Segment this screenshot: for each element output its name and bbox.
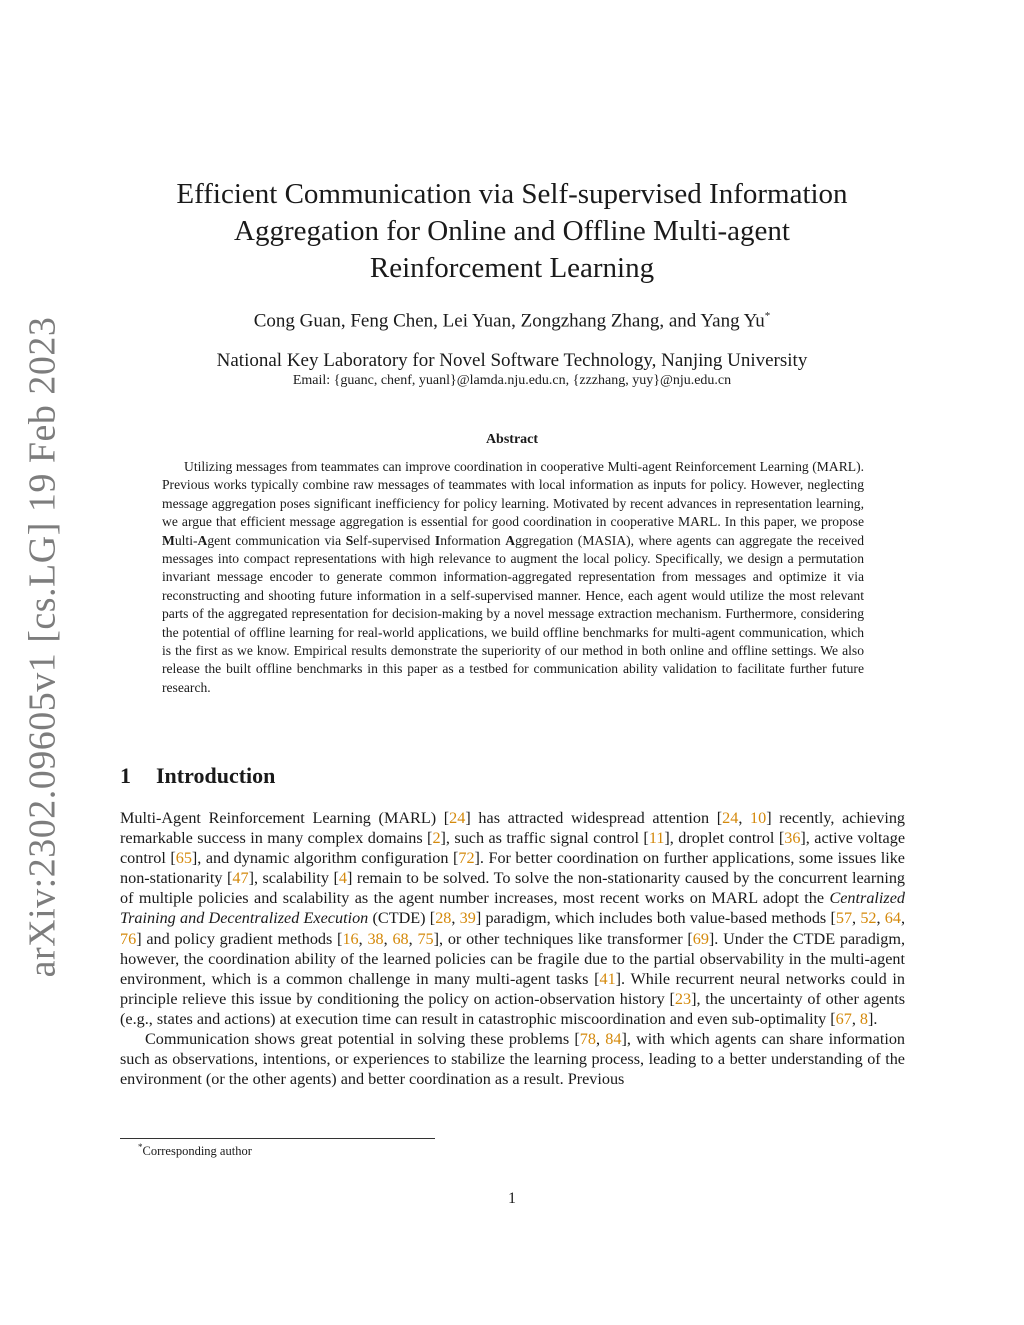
footnote — [138, 1142, 252, 1159]
abstract-heading: Abstract — [485, 432, 539, 447]
bold-initial: A — [197, 532, 208, 548]
citation-link[interactable]: 64 — [884, 909, 901, 928]
citation-link[interactable]: 41 — [599, 969, 616, 988]
paper-title — [120, 176, 904, 287]
affiliation: National Key Laboratory for Novel Software Technology, Nanjing University — [216, 350, 808, 371]
citation-link[interactable]: 75 — [417, 929, 434, 948]
citation-link[interactable]: 57 — [835, 909, 853, 928]
title-line: Efficient Communication via Self-supervised Information — [176, 178, 848, 210]
citation-link[interactable]: 68 — [392, 929, 409, 948]
bold-initial: M — [162, 532, 175, 548]
author-list — [120, 310, 904, 332]
arxiv-identifier: arXiv:2302.09605v1 [cs.LG] 19 Feb 2023 — [21, 316, 64, 978]
citation-link[interactable]: 8 — [859, 1009, 869, 1028]
section-title: Introduction — [156, 763, 276, 788]
bold-initial: A — [505, 532, 516, 548]
intro-paragraph: Multi-Agent Reinforcement Learning (MARL) [24] has attracted widespread attention [24, 10] recently, achieving remarkable success in many complex domains [2], such as traffic signal control [11], droplet control [36], active voltage control [65], and dynamic algorithm configuration [72]. For better coordination on further applications, some issues like non-stationarity [47], scalability [4] remain to be solved. To solve the non-stationarity caused by the concurrent learning of multiple policies and scalability as the agent number increases, most recent works on MARL adopt the Centralized Training and Decentralized Execution (CTDE) [28, 39] paradigm, which includes both value-based methods [57, 52, 64, 76] and policy gradient methods [16, 38, 68, 75], or other techniques like transformer [69]. Under the CTDE paradigm, however, the coordination ability of the learned policies can be fragile due to the partial observability in the multi-agent environment, which is a common challenge in many multi-agent tasks [41]. While recurrent neural networks could in principle relieve this issue by conditioning the policy on action-observation history [23], the uncertainty of other agents (e.g., states and actions) at execution time can result in catastrophic miscoordination and even sub-optimality [67, 8]. — [120, 809, 906, 1028]
citation-link[interactable]: 2 — [432, 829, 441, 848]
citation-link[interactable]: 4 — [338, 869, 347, 888]
citation-link[interactable]: 65 — [175, 849, 192, 868]
citation-link[interactable]: 11 — [648, 829, 665, 848]
title-line: Aggregation for Online and Offline Multi-agent — [234, 215, 790, 247]
footnote-mark: * — [138, 1142, 143, 1152]
footnote-divider — [120, 1138, 435, 1139]
italic-term: Centralized Training and Decentralized Execution — [120, 889, 905, 928]
citation-link[interactable]: 16 — [342, 929, 359, 948]
footnote-text: Corresponding author — [142, 1144, 252, 1159]
citation-link[interactable]: 36 — [784, 829, 801, 848]
bold-initial: S — [345, 532, 354, 548]
citation-link[interactable]: 24 — [722, 809, 739, 827]
citation-link[interactable]: 39 — [459, 909, 476, 928]
citation-link[interactable]: 23 — [674, 989, 692, 1008]
citation-link[interactable]: 69 — [692, 929, 709, 948]
citation-link[interactable]: 10 — [750, 809, 767, 827]
authors-text: Cong Guan, Feng Chen, Lei Yuan, Zongzhang Zhang, and Yang Yu — [253, 310, 765, 332]
citation-link[interactable]: 24 — [449, 809, 466, 827]
abstract-body: Utilizing messages from teammates can improve coordination in cooperative Multi-agent Reinforcement Learning (MARL). Previous works typically combine raw messages of teammates with local information as inputs for policy. However, neglecting message aggregation poses significant inefficiency for policy learning. Motivated by recent advances in representation learning, we argue that efficient message aggregation is essential for good coordination in cooperative MARL. In this paper, we propose Multi-Agent communication via Self-supervised Information Aggregation (MASIA), where agents can aggregate the received messages into compact representations with high relevance to augment the local policy. Specifically, we design a permutation invariant message encoder to generate common information-aggregated representation from messages and optimize it via reconstructing and shooting future information in a self-supervised manner. Hence, each agent would utilize the most relevant parts of the aggregated representation for decision-making by a novel message extraction mechanism. Furthermore, considering the potential of offline learning for real-world applications, we build offline benchmarks for multi-agent communication, which is the first as we know. Empirical results demonstrate the superiority of our method in both online and offline settings. We also release the built offline benchmarks in this paper as a testbed for communication ability validation to facilitate further future research. — [162, 459, 864, 695]
section-heading — [120, 763, 275, 789]
citation-link[interactable]: 76 — [120, 929, 137, 948]
section-number: 1 — [120, 763, 131, 788]
citation-link[interactable]: 78 — [579, 1030, 596, 1049]
citation-link[interactable]: 28 — [435, 909, 452, 928]
bold-initial: I — [434, 532, 441, 548]
page-number: 1 — [508, 1190, 516, 1207]
citation-link[interactable]: 38 — [367, 929, 384, 948]
introduction-body — [120, 808, 905, 1089]
citation-link[interactable]: 47 — [232, 869, 249, 888]
intro-paragraph: Communication shows great potential in solving these problems [78, 84], with which agents can share information such as observations, intentions, or experiences to stabilize the learning process, leading to a better understanding of the environment (or the other agents) and better coordination as a result. Previous — [120, 1030, 906, 1089]
author-footnote-mark: * — [764, 310, 771, 322]
citation-link[interactable]: 52 — [860, 909, 877, 928]
email-line: Email: {guanc, chenf, yuanl}@lamda.nju.edu.cn, {zzzhang, yuy}@nju.edu.cn — [292, 373, 732, 388]
citation-link[interactable]: 84 — [605, 1030, 622, 1049]
arxiv-sidebar — [14, 316, 70, 978]
citation-link[interactable]: 72 — [458, 849, 475, 868]
citation-link[interactable]: 67 — [835, 1009, 852, 1028]
title-line: Reinforcement Learning — [369, 252, 655, 284]
